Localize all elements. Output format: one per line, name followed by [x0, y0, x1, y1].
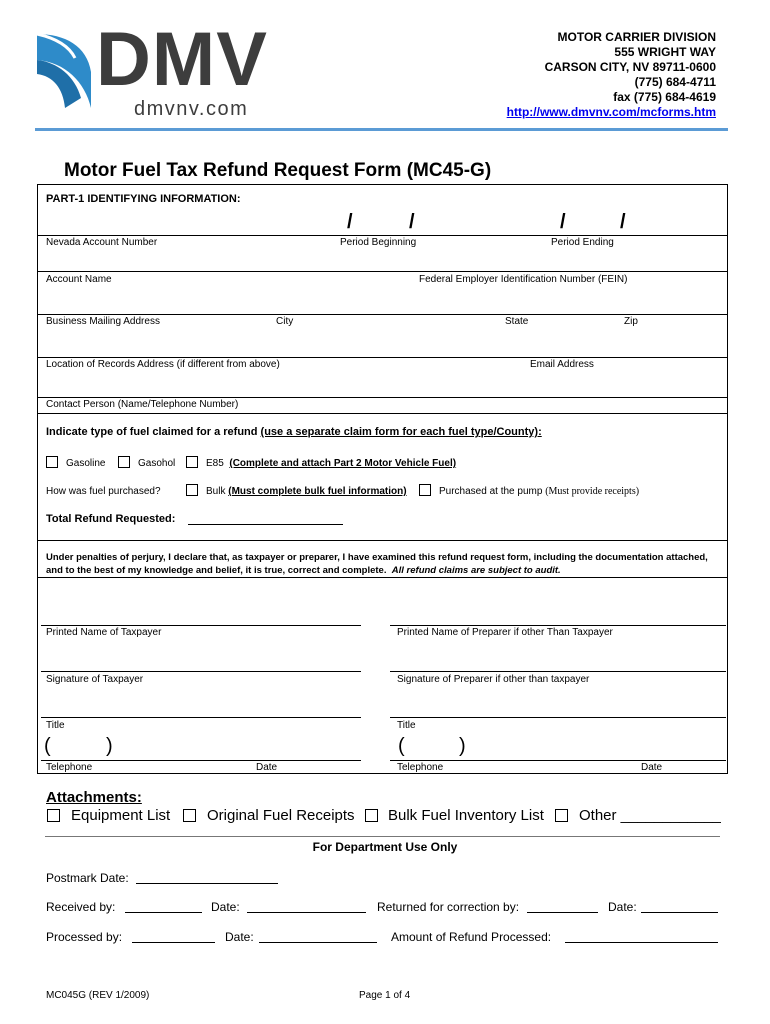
telephone-preparer-label: Telephone: [397, 762, 444, 773]
total-refund-label: Total Refund Requested:: [46, 513, 176, 525]
row-divider: [38, 413, 728, 414]
title-taxpayer-line[interactable]: [41, 717, 361, 718]
telephone-taxpayer-line[interactable]: [41, 760, 361, 761]
row-divider: [38, 540, 728, 541]
processed-by-line[interactable]: [132, 942, 215, 943]
attachments-heading: Attachments:: [46, 789, 142, 806]
form-box: [37, 184, 728, 774]
state-label: State: [505, 316, 529, 327]
perjury-statement: Under penalties of perjury, I declare that, as taxpayer or preparer, I have examined this refund request form, including the documentation attached, and to the best of my knowledge and belief, it is true, correct and complete. All refund claims are subject to audit.: [46, 552, 708, 576]
pump-label: Purchased at the pump (Must provide receipts): [439, 486, 640, 497]
pump-checkbox[interactable]: [419, 484, 431, 496]
title-preparer-line[interactable]: [390, 717, 726, 718]
telephone-taxpayer-label: Telephone: [46, 762, 93, 773]
other-checkbox[interactable]: [555, 809, 568, 822]
gasohol-label: Gasohol: [138, 458, 176, 469]
division-name: MOTOR CARRIER DIVISION: [557, 30, 716, 44]
equipment-list-checkbox[interactable]: [47, 809, 60, 822]
total-refund-line[interactable]: [188, 524, 343, 525]
period-end-slash-2: /: [620, 211, 626, 233]
signature-preparer-label: Signature of Preparer if other than taxpayer: [397, 674, 590, 685]
bulk-label: Bulk (Must complete bulk fuel information): [206, 486, 407, 497]
received-date-line[interactable]: [247, 912, 366, 913]
period-beginning-label: Period Beginning: [340, 237, 417, 248]
received-by-line[interactable]: [125, 912, 202, 913]
returned-by-line[interactable]: [527, 912, 598, 913]
other-label: Other ____________: [579, 807, 721, 824]
gasoline-checkbox[interactable]: [46, 456, 58, 468]
processed-by-label: Processed by:: [46, 930, 123, 944]
account-name-label: Account Name: [46, 274, 112, 285]
period-end-slash-1: /: [560, 211, 566, 233]
printed-taxpayer-line[interactable]: [41, 625, 361, 626]
phone-number: (775) 684-4711: [634, 75, 716, 89]
zip-label: Zip: [624, 316, 638, 327]
printed-preparer-line[interactable]: [390, 625, 726, 626]
fuel-type-heading: Indicate type of fuel claimed for a refund (use a separate claim form for each fuel type/County):: [46, 426, 542, 438]
returned-date-line[interactable]: [641, 912, 718, 913]
bulk-inventory-label: Bulk Fuel Inventory List: [388, 807, 544, 824]
equipment-list-label: Equipment List: [71, 807, 171, 824]
fuel-receipts-label: Original Fuel Receipts: [207, 807, 355, 824]
phone-area-open-taxpayer: (: [44, 735, 51, 757]
phone-area-close-taxpayer: ): [106, 735, 113, 757]
period-ending-label: Period Ending: [551, 237, 614, 248]
how-purchased-label: How was fuel purchased?: [46, 486, 161, 497]
signature-taxpayer-line[interactable]: [41, 671, 361, 672]
bulk-checkbox[interactable]: [186, 484, 198, 496]
nevada-account-label: Nevada Account Number: [46, 237, 158, 248]
fuel-receipts-checkbox[interactable]: [183, 809, 196, 822]
dmv-logo-text: DMV: [96, 17, 268, 102]
date-taxpayer-label: Date: [256, 762, 278, 773]
mailing-address-label: Business Mailing Address: [46, 316, 160, 327]
phone-area-close-preparer: ): [459, 735, 466, 757]
amount-processed-label: Amount of Refund Processed:: [391, 930, 552, 944]
received-date-label: Date:: [211, 900, 240, 914]
fax-number: fax (775) 684-4619: [613, 90, 716, 104]
attachments-divider: [45, 836, 720, 837]
row-divider: [38, 357, 728, 358]
page-number: Page 1 of 4: [359, 990, 411, 1001]
mcforms-link[interactable]: http://www.dmvnv.com/mcforms.htm: [506, 105, 716, 119]
amount-processed-line[interactable]: [565, 942, 718, 943]
signature-taxpayer-label: Signature of Taxpayer: [46, 674, 144, 685]
row-divider: [38, 235, 728, 236]
processed-date-label: Date:: [225, 930, 254, 944]
form-id: MC045G (REV 1/2009): [46, 990, 150, 1001]
row-divider: [38, 314, 728, 315]
row-divider: [38, 397, 728, 398]
phone-area-open-preparer: (: [398, 735, 405, 757]
row-divider: [38, 271, 728, 272]
department-use-heading: For Department Use Only: [312, 840, 458, 854]
signature-preparer-line[interactable]: [390, 671, 726, 672]
printed-preparer-label: Printed Name of Preparer if other Than Taxpayer: [397, 627, 613, 638]
date-preparer-label: Date: [641, 762, 663, 773]
fein-label: Federal Employer Identification Number (FEIN): [419, 274, 628, 285]
e85-label: E85 (Complete and attach Part 2 Motor Vehicle Fuel): [206, 458, 457, 469]
form-title: Motor Fuel Tax Refund Request Form (MC45-G): [64, 160, 492, 181]
records-address-label: Location of Records Address (if different from above): [46, 359, 280, 370]
period-begin-slash-2: /: [409, 211, 415, 233]
e85-checkbox[interactable]: [186, 456, 198, 468]
returned-date-label: Date:: [608, 900, 637, 914]
dmv-logo-url: dmvnv.com: [134, 98, 249, 120]
bulk-inventory-checkbox[interactable]: [365, 809, 378, 822]
title-taxpayer-label: Title: [46, 720, 65, 731]
part1-heading: PART-1 IDENTIFYING INFORMATION:: [46, 193, 241, 205]
gasoline-label: Gasoline: [66, 458, 106, 469]
city-label: City: [276, 316, 294, 327]
header-rule: [35, 128, 728, 131]
telephone-preparer-line[interactable]: [390, 760, 726, 761]
street-address: 555 WRIGHT WAY: [614, 45, 716, 59]
contact-person-label: Contact Person (Name/Telephone Number): [46, 399, 239, 410]
returned-by-label: Returned for correction by:: [377, 900, 520, 914]
row-divider: [38, 577, 728, 578]
received-by-label: Received by:: [46, 900, 116, 914]
postmark-date-line[interactable]: [136, 883, 278, 884]
postmark-date-label: Postmark Date:: [46, 871, 129, 885]
printed-taxpayer-label: Printed Name of Taxpayer: [46, 627, 162, 638]
gasohol-checkbox[interactable]: [118, 456, 130, 468]
email-label: Email Address: [530, 359, 594, 370]
city-address: CARSON CITY, NV 89711-0600: [544, 60, 716, 74]
period-begin-slash-1: /: [347, 211, 353, 233]
title-preparer-label: Title: [397, 720, 416, 731]
dmv-logo-mark-icon: [35, 32, 93, 110]
processed-date-line[interactable]: [259, 942, 377, 943]
